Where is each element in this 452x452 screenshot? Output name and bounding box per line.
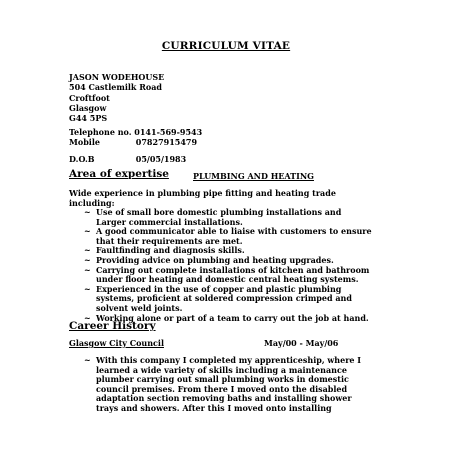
expertise-list — [84, 208, 374, 323]
contact-phone-block — [69, 127, 202, 148]
dob-row — [69, 154, 186, 164]
document-title: CURRICULUM VITAE — [161, 40, 291, 52]
tilde-bullet: ~ — [84, 254, 91, 265]
list-item-text: Providing advice on plumbing and heating upgrades. — [96, 254, 334, 265]
career-description: With this company I completed my apprenticeship, where I learned a wide variety of skills including a maintenance plumber carrying out small plumbing works in domestic council premises. From there I moved onto the disabled adaptation section removing baths and installing shower trays and showers. After this I moved onto installing — [96, 355, 362, 413]
list-item — [84, 285, 374, 314]
list-item — [84, 356, 374, 414]
list-item — [84, 227, 374, 246]
list-item-text: Use of small bore domestic plumbing installations and Larger commercial installations. — [96, 207, 342, 227]
telephone-value: 0141-569-9543 — [134, 127, 203, 137]
dob-value: 05/05/1983 — [135, 154, 187, 164]
dob-label: D.O.B — [69, 154, 95, 164]
tilde-bullet: ~ — [84, 245, 91, 256]
contact-address-block — [69, 72, 164, 123]
list-item-text: Faultfinding and diagnosis skills. — [96, 245, 245, 256]
telephone-row — [69, 127, 202, 137]
address-line: Croftfoot — [69, 92, 110, 103]
expertise-heading: Area of expertise — [69, 168, 169, 180]
telephone-label: Telephone no. — [69, 127, 132, 137]
tilde-bullet: ~ — [84, 355, 91, 365]
address-line: Glasgow — [69, 102, 107, 113]
list-item-text: Carrying out complete installations of kitchen and bathroom under floor heating and domestic central heating systems. — [96, 264, 370, 285]
candidate-name: JASON WODEHOUSE — [69, 72, 165, 82]
tilde-bullet: ~ — [84, 312, 91, 323]
expertise-intro: Wide experience in plumbing pipe fitting and heating trade including: — [69, 188, 336, 208]
list-item-text: Working alone or part of a team to carry out the job at hand. — [96, 312, 369, 323]
address-line: 504 Castlemilk Road — [69, 82, 162, 93]
mobile-label: Mobile — [69, 137, 100, 148]
expertise-subheading: PLUMBING AND HEATING — [193, 171, 314, 181]
dob-block — [69, 154, 186, 164]
mobile-row — [69, 137, 202, 147]
career-heading: Career History — [69, 320, 156, 332]
list-item — [84, 266, 374, 285]
tilde-bullet: ~ — [84, 264, 91, 275]
tilde-bullet: ~ — [84, 283, 91, 294]
career-list — [84, 356, 374, 414]
employment-dates: May/00 - May/06 — [264, 338, 339, 348]
list-item-text: A good communicator able to liaise with customers to ensure that their requirements are met. — [96, 226, 372, 246]
list-item-text: Experienced in the use of copper and plastic plumbing systems, proficient at soldered compression crimped and solvent weld joints. — [96, 283, 352, 313]
employer-name: Glasgow City Council — [69, 338, 164, 348]
list-item — [84, 208, 374, 227]
tilde-bullet: ~ — [84, 226, 91, 237]
tilde-bullet: ~ — [84, 207, 91, 217]
address-line: G44 5PS — [69, 113, 108, 124]
mobile-value: 07827915479 — [135, 137, 198, 148]
